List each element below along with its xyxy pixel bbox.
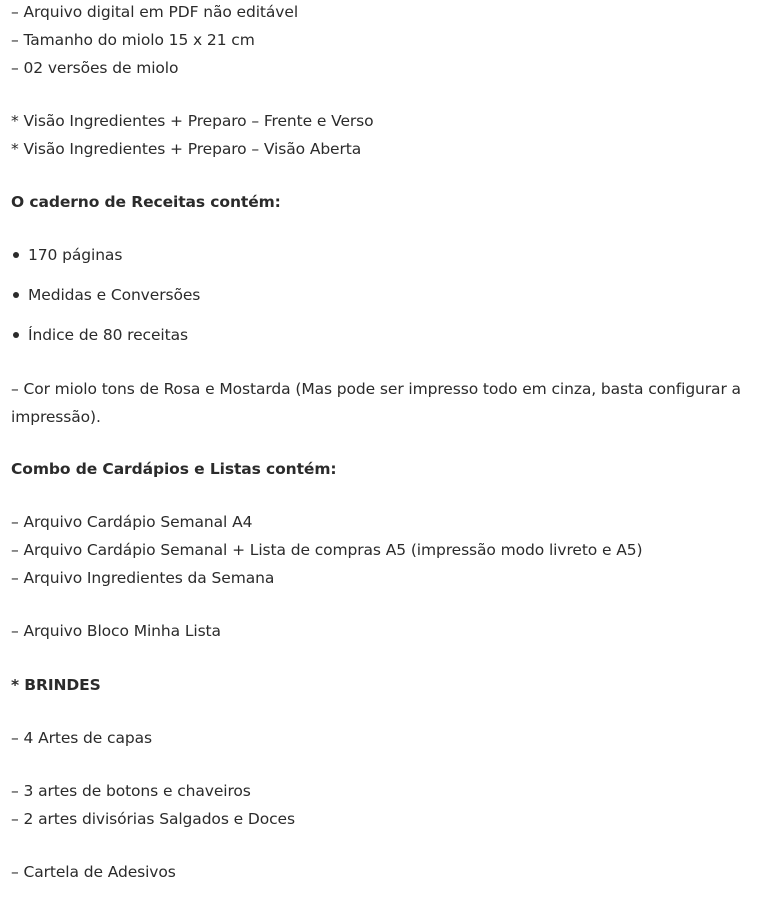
brindes-heading: * BRINDES [11,676,101,694]
bullet-icon [13,252,19,258]
version-line: * Visão Ingredientes + Preparo – Visão Aberta [11,140,362,158]
versions-list [11,107,374,163]
adesivos-line: – Cartela de Adesivos [11,863,176,881]
bullet-icon [13,332,19,338]
brindes-line: – 3 artes de botons e chaveiros [11,782,251,800]
combo-line: – Arquivo Ingredientes da Semana [11,569,275,587]
list-item [11,241,200,269]
combo-heading: Combo de Cardápios e Listas contém: [11,460,337,478]
bullet-icon [13,292,19,298]
capas-line: – 4 Artes de capas [11,729,152,747]
brindes-line: – 2 artes divisórias Salgados e Doces [11,810,295,828]
combo-line: – Arquivo Cardápio Semanal + Lista de compras A5 (impressão modo livreto e A5) [11,541,643,559]
combo-line: – Arquivo Cardápio Semanal A4 [11,513,253,531]
intro-line: – Tamanho do miolo 15 x 21 cm [11,31,255,49]
combo-list [11,508,643,592]
list-item [11,281,200,309]
version-line: * Visão Ingredientes + Preparo – Frente e Verso [11,112,374,130]
cor-miolo-text: – Cor miolo tons de Rosa e Mostarda (Mas pode ser impresso todo em cinza, basta configurar a impressão). [11,380,741,426]
intro-line: – Arquivo digital em PDF não editável [11,3,299,21]
list-item-label: Índice de 80 receitas [28,326,188,344]
receitas-heading: O caderno de Receitas contém: [11,193,281,211]
bloco-line: – Arquivo Bloco Minha Lista [11,622,221,640]
list-item-label: 170 páginas [28,246,123,264]
list-item-label: Medidas e Conversões [28,286,201,304]
intro-list [11,0,298,82]
intro-line: – 02 versões de miolo [11,59,179,77]
receitas-list [11,241,200,361]
brindes-list [11,777,295,833]
list-item [11,321,200,349]
